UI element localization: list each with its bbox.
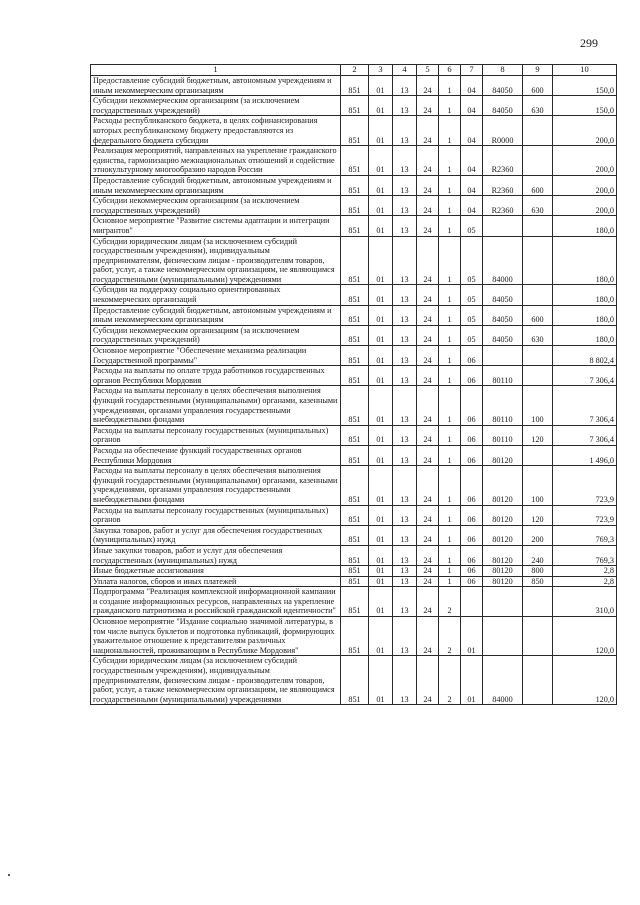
row-name-cell: Основное мероприятие "Развитие системы адаптации и интеграции мигрантов" [91, 216, 341, 236]
direction-cell: 84050 [483, 96, 523, 116]
subprogram-cell: 1 [439, 525, 461, 545]
subprogram-cell: 1 [439, 366, 461, 386]
subsection-cell: 13 [393, 576, 417, 587]
amount-cell: 2,8 [553, 576, 617, 587]
expense-type-cell: 630 [523, 325, 553, 345]
activity-cell: 06 [461, 566, 483, 577]
direction-cell: 80110 [483, 366, 523, 386]
direction-cell: 80110 [483, 386, 523, 425]
column-header: 10 [553, 65, 617, 76]
subsection-cell: 13 [393, 216, 417, 236]
row-name-cell: Субсидии некоммерческим организациям (за исключением государственных учреждений) [91, 325, 341, 345]
program-cell: 24 [417, 196, 439, 216]
table-row [91, 76, 617, 96]
direction-cell: 80120 [483, 545, 523, 565]
activity-cell: 04 [461, 116, 483, 146]
code-cell: 851 [341, 525, 369, 545]
table-header-row [91, 65, 617, 76]
code-cell: 851 [341, 236, 369, 285]
activity-cell: 04 [461, 96, 483, 116]
row-name-cell: Субсидии юридическим лицам (за исключением субсидий государственным учреждениям), индивидуальным предпринимателям, физическим лицам - производителям товаров, работ, услуг, а также некоммерческим организациям, не являющимся государственными (муниципальными) учреждениями [91, 656, 341, 705]
amount-cell: 7 306,4 [553, 386, 617, 425]
program-cell: 24 [417, 216, 439, 236]
subprogram-cell: 1 [439, 285, 461, 305]
program-cell: 24 [417, 175, 439, 195]
activity-cell [461, 587, 483, 617]
expense-type-cell: 120 [523, 425, 553, 445]
expense-type-cell [523, 146, 553, 176]
direction-cell [483, 587, 523, 617]
amount-cell: 8 802,4 [553, 346, 617, 366]
program-cell: 24 [417, 386, 439, 425]
section-cell: 01 [369, 566, 393, 577]
program-cell: 24 [417, 146, 439, 176]
section-cell: 01 [369, 285, 393, 305]
table-row [91, 366, 617, 386]
activity-cell: 05 [461, 236, 483, 285]
subsection-cell: 13 [393, 617, 417, 656]
expense-type-cell: 600 [523, 305, 553, 325]
section-cell: 01 [369, 445, 393, 465]
subprogram-cell: 1 [439, 325, 461, 345]
subprogram-cell: 1 [439, 566, 461, 577]
subprogram-cell: 1 [439, 146, 461, 176]
direction-cell: 84000 [483, 236, 523, 285]
section-cell: 01 [369, 346, 393, 366]
table-row [91, 617, 617, 656]
subsection-cell: 13 [393, 545, 417, 565]
amount-cell: 7 306,4 [553, 425, 617, 445]
code-cell: 851 [341, 466, 369, 505]
subprogram-cell: 1 [439, 196, 461, 216]
subsection-cell: 13 [393, 325, 417, 345]
section-cell: 01 [369, 236, 393, 285]
activity-cell: 05 [461, 325, 483, 345]
column-header: 3 [369, 65, 393, 76]
section-cell: 01 [369, 196, 393, 216]
row-name-cell: Уплата налогов, сборов и иных платежей [91, 576, 341, 587]
section-cell: 01 [369, 366, 393, 386]
activity-cell: 05 [461, 305, 483, 325]
column-header: 6 [439, 65, 461, 76]
code-cell: 851 [341, 617, 369, 656]
program-cell: 24 [417, 545, 439, 565]
row-name-cell: Расходы на выплаты по оплате труда работников государственных органов Республики Мордовия [91, 366, 341, 386]
subprogram-cell: 1 [439, 175, 461, 195]
amount-cell: 769,3 [553, 525, 617, 545]
subprogram-cell: 2 [439, 656, 461, 705]
subsection-cell: 13 [393, 425, 417, 445]
amount-cell: 723,9 [553, 466, 617, 505]
table-row [91, 196, 617, 216]
program-cell: 24 [417, 587, 439, 617]
direction-cell: 80120 [483, 576, 523, 587]
code-cell: 851 [341, 505, 369, 525]
program-cell: 24 [417, 96, 439, 116]
code-cell: 851 [341, 587, 369, 617]
table-row [91, 656, 617, 705]
activity-cell: 06 [461, 346, 483, 366]
program-cell: 24 [417, 505, 439, 525]
program-cell: 24 [417, 617, 439, 656]
code-cell: 851 [341, 146, 369, 176]
table-row [91, 146, 617, 176]
table-row [91, 175, 617, 195]
subsection-cell: 13 [393, 146, 417, 176]
table-row [91, 305, 617, 325]
activity-cell: 06 [461, 386, 483, 425]
expense-type-cell: 600 [523, 76, 553, 96]
amount-cell: 180,0 [553, 216, 617, 236]
section-cell: 01 [369, 96, 393, 116]
table-row [91, 325, 617, 345]
subprogram-cell: 1 [439, 576, 461, 587]
section-cell: 01 [369, 425, 393, 445]
subsection-cell: 13 [393, 366, 417, 386]
direction-cell: 84050 [483, 76, 523, 96]
program-cell: 24 [417, 656, 439, 705]
code-cell: 851 [341, 196, 369, 216]
amount-cell: 7 306,4 [553, 366, 617, 386]
section-cell: 01 [369, 545, 393, 565]
section-cell: 01 [369, 116, 393, 146]
direction-cell: 80120 [483, 466, 523, 505]
subsection-cell: 13 [393, 196, 417, 216]
section-cell: 01 [369, 325, 393, 345]
activity-cell: 05 [461, 285, 483, 305]
subsection-cell: 13 [393, 386, 417, 425]
direction-cell: R2360 [483, 146, 523, 176]
subsection-cell: 13 [393, 466, 417, 505]
code-cell: 851 [341, 566, 369, 577]
amount-cell: 150,0 [553, 76, 617, 96]
expense-type-cell: 600 [523, 175, 553, 195]
expense-type-cell [523, 656, 553, 705]
subprogram-cell: 1 [439, 236, 461, 285]
column-header: 9 [523, 65, 553, 76]
subsection-cell: 13 [393, 116, 417, 146]
direction-cell: 84050 [483, 305, 523, 325]
table-row [91, 116, 617, 146]
table-row [91, 386, 617, 425]
expense-type-cell [523, 236, 553, 285]
budget-table [90, 64, 617, 705]
program-cell: 24 [417, 425, 439, 445]
section-cell: 01 [369, 576, 393, 587]
activity-cell: 06 [461, 576, 483, 587]
expense-type-cell [523, 366, 553, 386]
row-name-cell: Основное мероприятие "Издание социально значимой литературы, в том числе выпуск буклетов и подготовка публикаций, формирующих уважительное отношение к представителям различных национальностей, проживающим в Республике Мордовия" [91, 617, 341, 656]
table-row [91, 587, 617, 617]
row-name-cell: Субсидии на поддержку социально ориентированных некоммерческих организаций [91, 285, 341, 305]
table-row [91, 236, 617, 285]
section-cell: 01 [369, 525, 393, 545]
direction-cell: 80110 [483, 425, 523, 445]
program-cell: 24 [417, 466, 439, 505]
table-row [91, 566, 617, 577]
direction-cell [483, 216, 523, 236]
activity-cell: 01 [461, 656, 483, 705]
section-cell: 01 [369, 617, 393, 656]
program-cell: 24 [417, 76, 439, 96]
activity-cell: 06 [461, 545, 483, 565]
table-row [91, 525, 617, 545]
subprogram-cell: 1 [439, 466, 461, 505]
amount-cell: 200,0 [553, 196, 617, 216]
row-name-cell: Предоставление субсидий бюджетным, автономным учреждениям и иным некоммерческим организациям [91, 175, 341, 195]
column-header: 1 [91, 65, 341, 76]
table-row [91, 425, 617, 445]
page-number: 299 [580, 36, 598, 50]
code-cell: 851 [341, 366, 369, 386]
subsection-cell: 13 [393, 445, 417, 465]
row-name-cell: Субсидии некоммерческим организациям (за исключением государственных учреждений) [91, 196, 341, 216]
table-row [91, 285, 617, 305]
subsection-cell: 13 [393, 505, 417, 525]
amount-cell: 180,0 [553, 325, 617, 345]
row-name-cell: Предоставление субсидий бюджетным, автономным учреждениям и иным некоммерческим организациям [91, 76, 341, 96]
column-header: 5 [417, 65, 439, 76]
section-cell: 01 [369, 76, 393, 96]
amount-cell: 310,0 [553, 587, 617, 617]
activity-cell: 05 [461, 216, 483, 236]
section-cell: 01 [369, 216, 393, 236]
code-cell: 851 [341, 285, 369, 305]
program-cell: 24 [417, 576, 439, 587]
code-cell: 851 [341, 175, 369, 195]
row-name-cell: Расходы на выплаты персоналу в целях обеспечения выполнения функций государственными (муниципальными) органами, казенными учреждениями, органами управления государственными внебюджетными фондами [91, 466, 341, 505]
code-cell: 851 [341, 656, 369, 705]
row-name-cell: Субсидии некоммерческим организациям (за исключением государственных учреждений) [91, 96, 341, 116]
row-name-cell: Закупка товаров, работ и услуг для обеспечения государственных (муниципальных) нужд [91, 525, 341, 545]
code-cell: 851 [341, 116, 369, 146]
table-row [91, 96, 617, 116]
amount-cell: 200,0 [553, 116, 617, 146]
section-cell: 01 [369, 587, 393, 617]
expense-type-cell [523, 116, 553, 146]
code-cell: 851 [341, 425, 369, 445]
subprogram-cell: 2 [439, 587, 461, 617]
activity-cell: 04 [461, 76, 483, 96]
subsection-cell: 13 [393, 96, 417, 116]
column-header: 2 [341, 65, 369, 76]
row-name-cell: Иные закупки товаров, работ и услуг для обеспечения государственных (муниципальных) нужд [91, 545, 341, 565]
direction-cell: 84050 [483, 325, 523, 345]
amount-cell: 150,0 [553, 96, 617, 116]
program-cell: 24 [417, 525, 439, 545]
amount-cell: 120,0 [553, 617, 617, 656]
program-cell: 24 [417, 445, 439, 465]
amount-cell: 200,0 [553, 175, 617, 195]
subsection-cell: 13 [393, 566, 417, 577]
subprogram-cell: 1 [439, 545, 461, 565]
expense-type-cell [523, 285, 553, 305]
amount-cell: 120,0 [553, 656, 617, 705]
amount-cell: 180,0 [553, 305, 617, 325]
subprogram-cell: 1 [439, 76, 461, 96]
program-cell: 24 [417, 116, 439, 146]
row-name-cell: Субсидии юридическим лицам (за исключением субсидий государственным учреждениям), индивидуальным предпринимателям, физическим лицам - производителям товаров, работ, услуг, а также некоммерческим организациям, не являющимся государственными (муниципальными) учреждениями [91, 236, 341, 285]
amount-cell: 723,9 [553, 505, 617, 525]
expense-type-cell: 120 [523, 505, 553, 525]
expense-type-cell: 100 [523, 466, 553, 505]
program-cell: 24 [417, 566, 439, 577]
code-cell: 851 [341, 576, 369, 587]
activity-cell: 01 [461, 617, 483, 656]
direction-cell: 84000 [483, 656, 523, 705]
subprogram-cell: 1 [439, 425, 461, 445]
column-header: 4 [393, 65, 417, 76]
subsection-cell: 13 [393, 175, 417, 195]
subsection-cell: 13 [393, 656, 417, 705]
section-cell: 01 [369, 146, 393, 176]
section-cell: 01 [369, 175, 393, 195]
direction-cell: 84050 [483, 285, 523, 305]
subprogram-cell: 2 [439, 617, 461, 656]
program-cell: 24 [417, 305, 439, 325]
activity-cell: 04 [461, 146, 483, 176]
section-cell: 01 [369, 656, 393, 705]
program-cell: 24 [417, 325, 439, 345]
expense-type-cell: 850 [523, 576, 553, 587]
direction-cell [483, 617, 523, 656]
expense-type-cell: 800 [523, 566, 553, 577]
subsection-cell: 13 [393, 346, 417, 366]
direction-cell: 80120 [483, 566, 523, 577]
expense-type-cell: 630 [523, 196, 553, 216]
amount-cell: 769,3 [553, 545, 617, 565]
subprogram-cell: 1 [439, 386, 461, 425]
code-cell: 851 [341, 445, 369, 465]
amount-cell: 2,8 [553, 566, 617, 577]
section-cell: 01 [369, 305, 393, 325]
code-cell: 851 [341, 76, 369, 96]
expense-type-cell [523, 587, 553, 617]
amount-cell: 180,0 [553, 285, 617, 305]
row-name-cell: Расходы на выплаты персоналу государственных (муниципальных) органов [91, 425, 341, 445]
subprogram-cell: 1 [439, 346, 461, 366]
expense-type-cell: 200 [523, 525, 553, 545]
expense-type-cell: 630 [523, 96, 553, 116]
amount-cell: 1 496,0 [553, 445, 617, 465]
direction-cell: R2360 [483, 175, 523, 195]
row-name-cell: Расходы на выплаты персоналу государственных (муниципальных) органов [91, 505, 341, 525]
subsection-cell: 13 [393, 525, 417, 545]
table-row [91, 505, 617, 525]
row-name-cell: Основное мероприятие "Обеспечение механизма реализации Государственной программы" [91, 346, 341, 366]
expense-type-cell [523, 445, 553, 465]
section-cell: 01 [369, 505, 393, 525]
section-cell: 01 [369, 466, 393, 505]
code-cell: 851 [341, 325, 369, 345]
subprogram-cell: 1 [439, 305, 461, 325]
subsection-cell: 13 [393, 305, 417, 325]
direction-cell: R0000 [483, 116, 523, 146]
expense-type-cell: 240 [523, 545, 553, 565]
activity-cell: 06 [461, 425, 483, 445]
table-row [91, 216, 617, 236]
expense-type-cell [523, 346, 553, 366]
activity-cell: 06 [461, 466, 483, 505]
amount-cell: 200,0 [553, 146, 617, 176]
activity-cell: 06 [461, 525, 483, 545]
column-header: 8 [483, 65, 523, 76]
subprogram-cell: 1 [439, 505, 461, 525]
direction-cell: R2360 [483, 196, 523, 216]
code-cell: 851 [341, 346, 369, 366]
activity-cell: 04 [461, 196, 483, 216]
subsection-cell: 13 [393, 76, 417, 96]
code-cell: 851 [341, 545, 369, 565]
table-row [91, 545, 617, 565]
row-name-cell: Предоставление субсидий бюджетным, автономным учреждениям и иным некоммерческим организациям [91, 305, 341, 325]
direction-cell [483, 346, 523, 366]
row-name-cell: Расходы на выплаты персоналу в целях обеспечения выполнения функций государственными (муниципальными) органами, казенными учреждениями, органами управления государственными внебюджетными фондами [91, 386, 341, 425]
expense-type-cell [523, 617, 553, 656]
subprogram-cell: 1 [439, 96, 461, 116]
direction-cell: 80120 [483, 445, 523, 465]
row-name-cell: Подпрограмма "Реализация комплексной информационной кампании и создание информационных ресурсов, направленных на укрепление гражданского патриотизма и российской гражданской идентичности" [91, 587, 341, 617]
code-cell: 851 [341, 305, 369, 325]
scan-dot [8, 874, 10, 876]
activity-cell: 04 [461, 175, 483, 195]
table-row [91, 576, 617, 587]
subsection-cell: 13 [393, 587, 417, 617]
amount-cell: 180,0 [553, 236, 617, 285]
code-cell: 851 [341, 216, 369, 236]
row-name-cell: Иные бюджетные ассигнования [91, 566, 341, 577]
program-cell: 24 [417, 346, 439, 366]
section-cell: 01 [369, 386, 393, 425]
activity-cell: 06 [461, 445, 483, 465]
activity-cell: 06 [461, 505, 483, 525]
code-cell: 851 [341, 96, 369, 116]
program-cell: 24 [417, 285, 439, 305]
subprogram-cell: 1 [439, 116, 461, 146]
direction-cell: 80120 [483, 505, 523, 525]
program-cell: 24 [417, 236, 439, 285]
row-name-cell: Реализация мероприятий, направленных на укрепление гражданского единства, гармонизацию межнациональных отношений и содействие этнокультурному многообразию народов России [91, 146, 341, 176]
expense-type-cell: 100 [523, 386, 553, 425]
table-row [91, 466, 617, 505]
code-cell: 851 [341, 386, 369, 425]
row-name-cell: Расходы на обеспечение функций государственных органов Республики Мордовия [91, 445, 341, 465]
subprogram-cell: 1 [439, 445, 461, 465]
activity-cell: 06 [461, 366, 483, 386]
subsection-cell: 13 [393, 236, 417, 285]
table-row [91, 445, 617, 465]
column-header: 7 [461, 65, 483, 76]
program-cell: 24 [417, 366, 439, 386]
subprogram-cell: 1 [439, 216, 461, 236]
row-name-cell: Расходы республиканского бюджета, в целях софинансирования которых республиканскому бюджету предоставляются из федерального бюджета субсидии [91, 116, 341, 146]
table-row [91, 346, 617, 366]
expense-type-cell [523, 216, 553, 236]
direction-cell: 80120 [483, 525, 523, 545]
subsection-cell: 13 [393, 285, 417, 305]
